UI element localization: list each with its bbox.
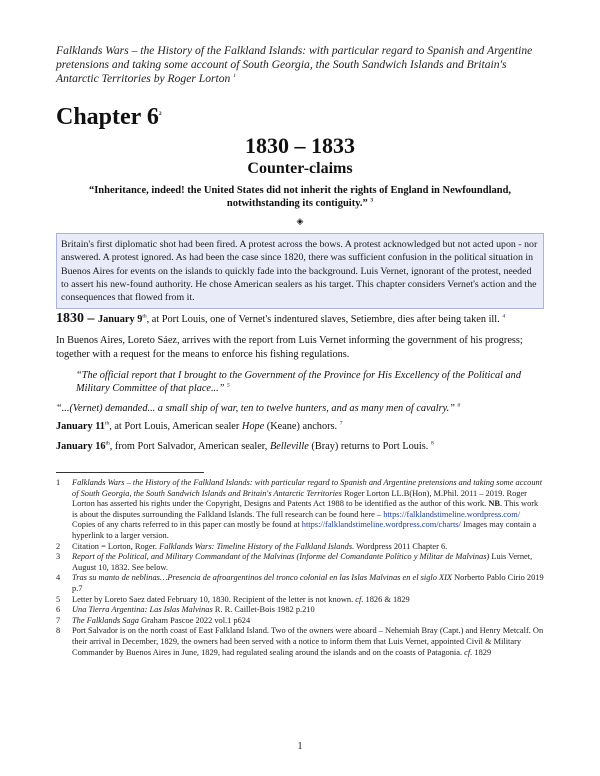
inline-quote bbox=[56, 402, 544, 416]
entry-date: January 11 bbox=[56, 421, 105, 432]
entry-dash: – bbox=[84, 311, 98, 326]
footnote-divider bbox=[56, 472, 204, 473]
footnote-ref[interactable]: 3 bbox=[370, 197, 374, 204]
footnote-title: The Falklands Saga bbox=[72, 615, 139, 625]
ship-name: Hope bbox=[241, 421, 265, 432]
footnote-number: 1 bbox=[56, 478, 61, 487]
footnote-nb: NB bbox=[488, 499, 500, 509]
chapter-label: Chapter 6 bbox=[56, 104, 159, 130]
entry-text: (Bray) returns to Port Louis. bbox=[308, 441, 429, 452]
footnote bbox=[56, 605, 544, 616]
entry-text: , at Port Louis, one of Vernet's indentured slaves, Setiembre, dies after being taken ill. bbox=[146, 314, 500, 325]
footnote-number: 8 bbox=[56, 626, 61, 636]
timeline-paragraph: In Buenos Aires, Loreto Sáez, arrives with the report from Luis Vernet informing the government of his progress; together with a request for the means to enforce his fishing regulations. bbox=[56, 335, 523, 360]
epigraph bbox=[76, 184, 524, 210]
footnote bbox=[56, 616, 544, 627]
footnote-text: Roger Lorton LL.B(Hon), M.Phil. 2011 – 2019. Roger Lorton has asserted his rights under the Copyright, Designs and Patents Act 1988 to be identified as the author of this work. bbox=[72, 488, 527, 509]
entry-text: , at Port Louis, American sealer bbox=[109, 421, 242, 432]
footnote-text: Norberto Pablo Cirio 2019 p.7 bbox=[72, 573, 544, 593]
book-title-header bbox=[56, 44, 544, 86]
footnote-title: Tras su manto de neblinas…Presencia de afroargentinos del tronco colonial en las Islas Malvinas en el siglo XIX bbox=[72, 573, 453, 583]
quote-text: “The official report that I brought to the Government of the Province for His Excellency of the Political and Military Committee of that place...” bbox=[76, 370, 521, 394]
entry-text: (Keane) anchors. bbox=[264, 421, 338, 432]
footnote-number: 2 bbox=[56, 541, 61, 551]
footnote-text: 1826 & 1829 bbox=[363, 594, 410, 604]
footnote bbox=[56, 626, 544, 658]
footnote-ref[interactable]: 6 bbox=[457, 402, 461, 409]
footnote-title: Falklands Wars: Timeline History of the Falkland Islands. bbox=[159, 541, 355, 551]
date-suffix: th bbox=[104, 420, 110, 427]
chapter-summary-box: Britain's first diplomatic shot had been fired. A protest across the bows. A protest acknowledged but not acted upon - nor answered. A protest ignored. As had been the case since 1820, there was sufficient confusion in the political situation in Buenos Aires for events on the islands to quickly fade into the background. Luis Vernet, ignorant of the protest, needed to assert his new-found authority. He chose American sealers as his target. This chapter considers Vernet's action and the consequences that flowed from it. bbox=[56, 233, 544, 309]
chapter-dates: 1830 – 1833 bbox=[245, 133, 355, 158]
epigraph-text: “Inheritance, indeed! the United States did not inherit the rights of England in Newfoundland, notwithstanding its contiguity.” bbox=[88, 185, 512, 209]
timeline-entry bbox=[56, 420, 544, 434]
date-suffix: th bbox=[105, 440, 110, 447]
footnote-ref[interactable]: 2 bbox=[158, 111, 162, 117]
chapter-heading bbox=[56, 104, 162, 130]
footnote-cf: cf. bbox=[464, 647, 473, 657]
footnote-text: Wordpress 2011 Chapter 6. bbox=[354, 541, 448, 551]
footnote-text: Images may contain a hyperlink to a larger version. bbox=[72, 520, 537, 540]
footnotes bbox=[56, 478, 544, 658]
footnote-title: Report of the Political, and Military Commandant of the Malvinas (Informe del Comandante Político y Militar de Malvinas) bbox=[72, 552, 490, 562]
entry-year: 1830 bbox=[56, 311, 84, 326]
footnote-number: 4 bbox=[56, 573, 61, 583]
footnote-number: 7 bbox=[56, 615, 61, 625]
ship-name: Belleville bbox=[269, 441, 309, 452]
chapter-subtitle: Counter-claims bbox=[247, 160, 353, 177]
footnote-ref[interactable]: 4 bbox=[502, 313, 506, 320]
footnote-text: Port Salvador is on the north coast of East Falkland Island. Two of the owners were aboard – Nehemiah Bray (Capt.) and Henry Metcalf. On their arrival in December, 1829, the owners had been served with a notice to inform them that Luis Vernet, appointed Civil & Military Commander by Buenos Aires in June, 1829, had regulated sealing around the islands and on the coasts of Patagonia. bbox=[72, 626, 544, 657]
footnote-ref[interactable]: 7 bbox=[339, 420, 343, 427]
footnote-text: . This work is about the disputes surrounding the Falkland Islands. The full research can be found here – bbox=[72, 499, 539, 519]
date-suffix: th bbox=[142, 313, 147, 320]
book-title: Falklands Wars – the History of the Falkland Islands: with particular regard to Spanish and Argentine pretensions and taking some account of South Georgia, the South Sandwich Islands and Britain's Antarctic Territories by Roger Lorton bbox=[56, 44, 533, 85]
entry-date: January 16 bbox=[56, 441, 106, 452]
timeline-entry bbox=[56, 440, 544, 454]
footnote bbox=[56, 552, 544, 573]
timeline-link[interactable]: https://falklandstimeline.wordpress.com/ bbox=[383, 509, 521, 519]
footnote-text: Graham Pascoe 2022 vol.1 p624 bbox=[139, 615, 251, 625]
footnote-text: 1829 bbox=[472, 647, 492, 657]
footnote-title: Falklands Wars – the History of the Falkland Islands: with particular regard to Spanish and Argentine pretensions and taking some account of South Georgia, the South Sandwich Islands and Britain's Antarctic Territories bbox=[72, 478, 543, 498]
footnote bbox=[56, 573, 544, 594]
block-quote bbox=[76, 369, 526, 395]
entry-text: , from Port Salvador, American sealer, bbox=[109, 441, 270, 452]
footnote-ref[interactable]: 8 bbox=[430, 440, 434, 447]
quote-text: “...(Vernet) demanded... a small ship of war, ten to twelve hunters, and as many men of cavalry.” bbox=[56, 403, 455, 414]
entry-date: January 9 bbox=[98, 314, 143, 325]
footnote-text: Citation = Lorton, Roger. bbox=[72, 541, 160, 551]
charts-link[interactable]: https://falklandstimeline.wordpress.com/charts/ bbox=[301, 520, 461, 530]
footnote-text: Copies of any charts referred to in this paper can mostly be found at bbox=[72, 520, 302, 530]
footnote-number: 3 bbox=[56, 552, 61, 562]
footnote-title: Una Tierra Argentina: Las Islas Malvinas bbox=[72, 605, 213, 615]
timeline-entry bbox=[56, 312, 544, 327]
footnote bbox=[56, 478, 544, 542]
footnote bbox=[56, 595, 544, 606]
footnote bbox=[56, 542, 544, 553]
footnote-text: R. R. Caillet-Bois 1982 p.210 bbox=[212, 605, 315, 615]
footnote-ref[interactable]: 5 bbox=[227, 382, 230, 389]
ornament-icon: ◈ bbox=[296, 216, 304, 226]
footnote-ref[interactable]: 1 bbox=[233, 73, 236, 80]
footnote-number: 5 bbox=[56, 594, 61, 604]
page-number: 1 bbox=[297, 741, 303, 752]
footnote-cf: cf. bbox=[355, 594, 364, 604]
footnote-number: 6 bbox=[56, 605, 61, 615]
footnote-text: Letter by Loreto Saez dated February 10, 1830. Recipient of the letter is not known. bbox=[72, 594, 356, 604]
footnote-text: Luis Vernet, August 10, 1832. See below. bbox=[72, 552, 533, 572]
